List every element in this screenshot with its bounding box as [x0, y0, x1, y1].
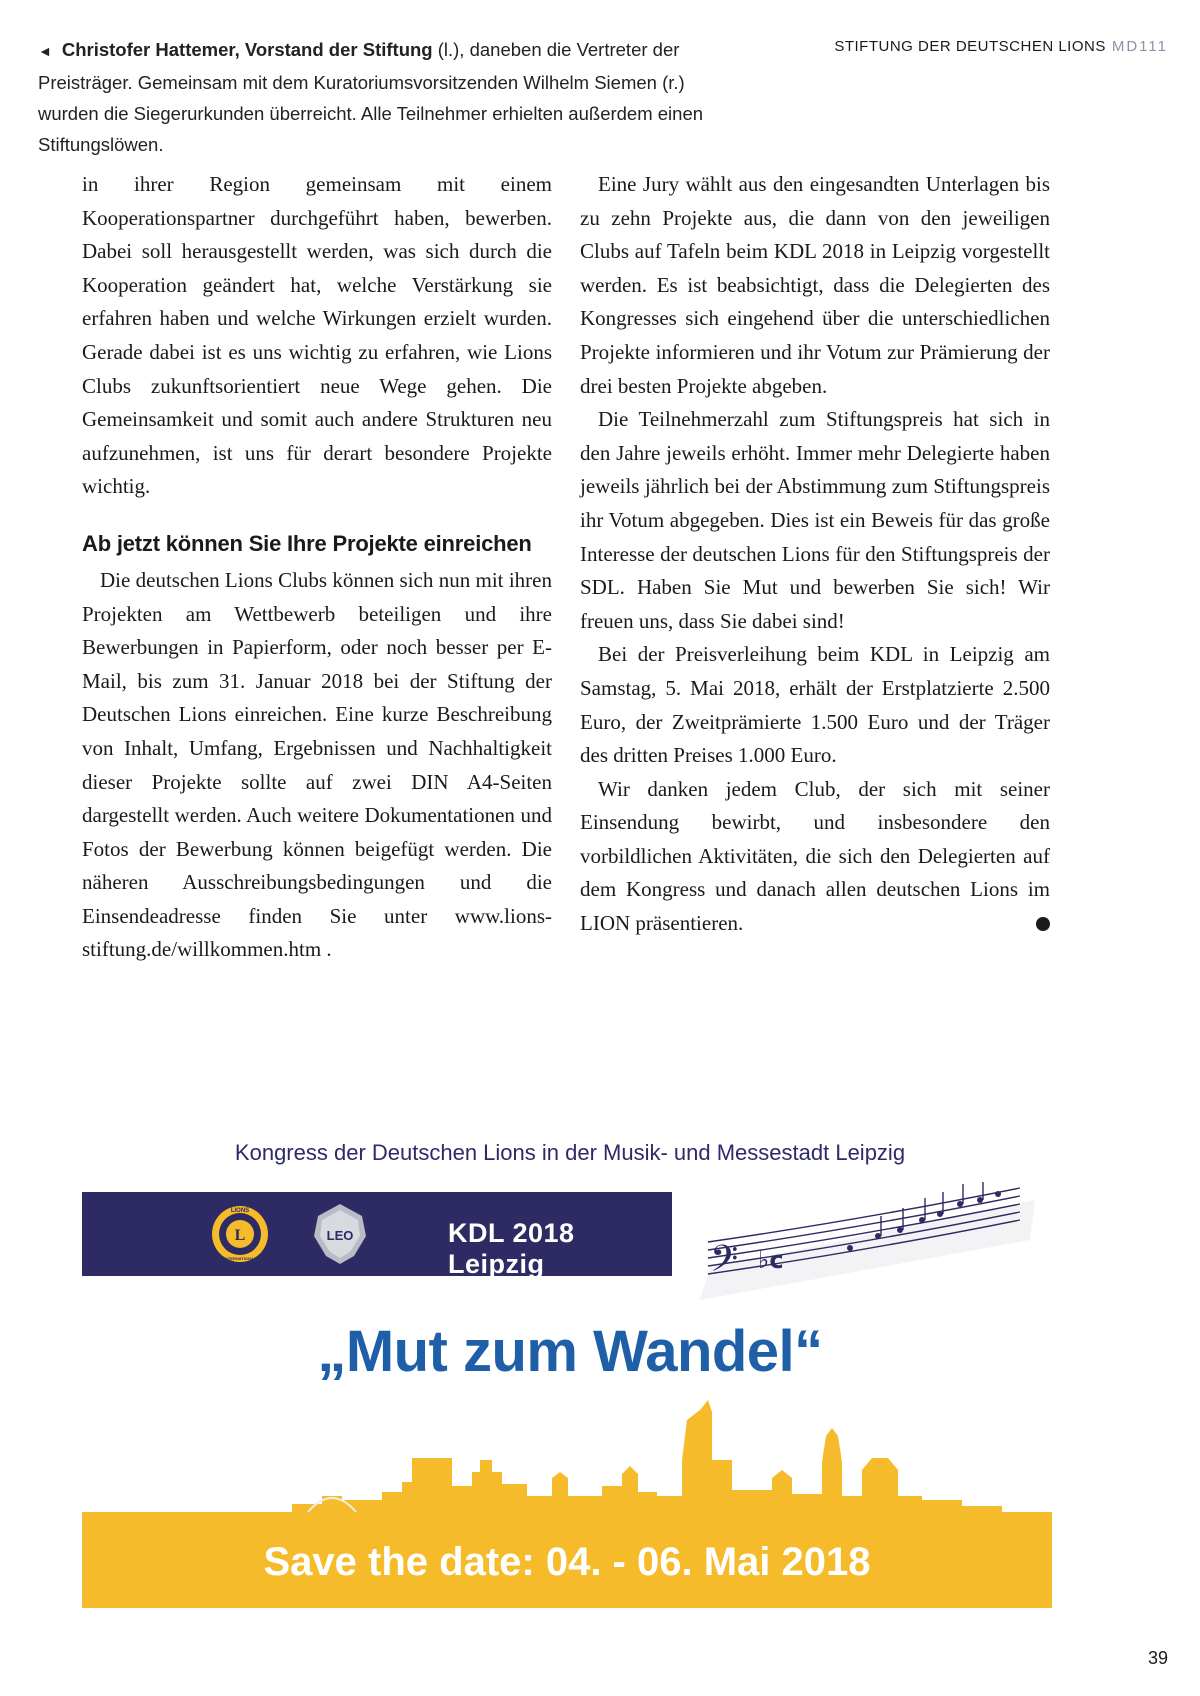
save-the-date-text: Save the date: 04. - 06. Mai 2018: [263, 1540, 871, 1584]
slogan: „Mut zum Wandel“: [317, 1319, 823, 1384]
running-head: [834, 38, 1168, 55]
right-column: [580, 168, 1061, 941]
running-head-title: STIFTUNG DER DEUTSCHEN LIONS: [834, 38, 1106, 55]
left-column: [82, 168, 552, 967]
right-paragraph-1: Eine Jury wählt aus den eingesandten Unterlagen bis zu zehn Projekte aus, die dann von den jeweiligen Clubs auf Tafeln beim KDL 2018 in Leipzig vorgestellt werden. Es ist beabsichtigt, dass die Delegierten des Kongresses sich eingehend über die unterschiedlichen Projekte informieren und ihr Votum zur Prämierung der drei besten Projekte abgeben.: [580, 172, 1050, 398]
save-the-date-bar: [82, 1518, 1052, 1608]
kdl-label: KDL 2018 Leipzig: [448, 1218, 575, 1279]
section-heading: Ab jetzt können Sie Ihre Projekte einreichen: [82, 530, 532, 556]
svg-text:L: L: [234, 1227, 246, 1244]
lions-logo-subtitle: INTERNATIONAL: [223, 1256, 257, 1261]
ad-headline: Kongress der Deutschen Lions in der Musik- und Messestadt Leipzig: [234, 1140, 906, 1165]
article-end-mark-icon: L: [1036, 917, 1050, 931]
right-paragraph-4-text: Wir danken jedem Club, der sich mit seiner Einsendung bewirbt, und insbesondere den vorbildlichen Aktivitäten, die sich den Delegierten auf dem Kongress und danach allen deutschen Lions im LION präsentieren.: [580, 776, 1050, 936]
leo-logo-icon: [310, 1202, 370, 1266]
svg-text:𝄢: 𝄢: [710, 1238, 739, 1289]
right-paragraph-2: Die Teilnehmerzahl zum Stiftungspreis hat sich in den Jahre jeweils erhöht. Immer mehr Delegierte haben jeweils jährlich bei der Abstimmung zum Stiftungspreis ihr Votum abgegeben. Dies ist ein Beweis für das große Interesse der deutschen Lions für den Stiftungspreis der SDL. Haben Sie Mut und bewerben Sie sich! Wir freuen uns, dass Sie dabei sind!: [580, 407, 1050, 633]
svg-text:♭c: ♭c: [758, 1246, 784, 1274]
leipzig-skyline-icon: [82, 1400, 1052, 1520]
leo-logo-wordmark: LEO: [326, 1228, 354, 1243]
left-paragraph-2: Die deutschen Lions Clubs können sich nun mit ihren Projekten am Wettbewerb beteiligen und ihre Bewerbungen in Papierform, oder noch besser per E-Mail, bis zum 31. Januar 2018 bei der Stiftung der Deutschen Lions einreichen. Eine kurze Beschreibung von Inhalt, Umfang, Ergebnissen und Nachhaltigkeit dieser Projekte sollte auf zwei DIN A4-Seiten dargestellt werden. Auch weitere Dokumentationen und Fotos der Bewerbung können beigefügt werden. Die näheren Ausschreibungsbedingungen und die Einsendeadresse finden Sie unter www.lions-stiftung.de/willkommen.htm .: [82, 567, 552, 962]
right-paragraph-3: Bei der Preisverleihung beim KDL in Leipzig am Samstag, 5. Mai 2018, erhält der Erstplatzierte 2.500 Euro, der Zweitprämierte 1.500 Euro und der Träger des dritten Preises 1.000 Euro.: [580, 642, 1050, 768]
photo-caption: [38, 34, 738, 160]
caption-arrow-icon: ◄: [38, 43, 52, 59]
caption-text: (l.), daneben die Vertreter der Preisträger. Gemeinsam mit dem Kuratoriumsvorsitzenden Wilhelm Siemen (r.) wurden die Siegerurkunden überreicht. Alle Teilnehmer erhielten außerdem einen Stiftungslöwen.: [38, 39, 704, 155]
kdl-banner: [82, 1192, 672, 1279]
left-paragraph-1: in ihrer Region gemeinsam mit einem Kooperationspartner durchgeführt haben, bewerben. Dabei soll herausgestellt werden, was sich durch die Kooperation geändert hat, welche Verstärkung sie erfahren haben und welche Wirkungen erzielt wurden. Gerade dabei ist es uns wichtig zu erfahren, wie Lions Clubs zukunftsorientiert neue Wege gehen. Die Gemeinsamkeit und somit auch andere Strukturen neu aufzunehmen, ist uns für derart besondere Projekte wichtig.: [82, 172, 552, 499]
right-paragraph-4: [580, 773, 1061, 941]
lions-logo-icon: [210, 1204, 270, 1264]
music-staff-icon: [690, 1180, 1040, 1310]
lions-logo-wordmark: LIONS: [230, 1208, 250, 1214]
page-number: 39: [1147, 1648, 1168, 1668]
caption-lead: Christofer Hattemer, Vorstand der Stiftung: [61, 39, 433, 60]
running-head-district: MD111: [1111, 38, 1168, 55]
